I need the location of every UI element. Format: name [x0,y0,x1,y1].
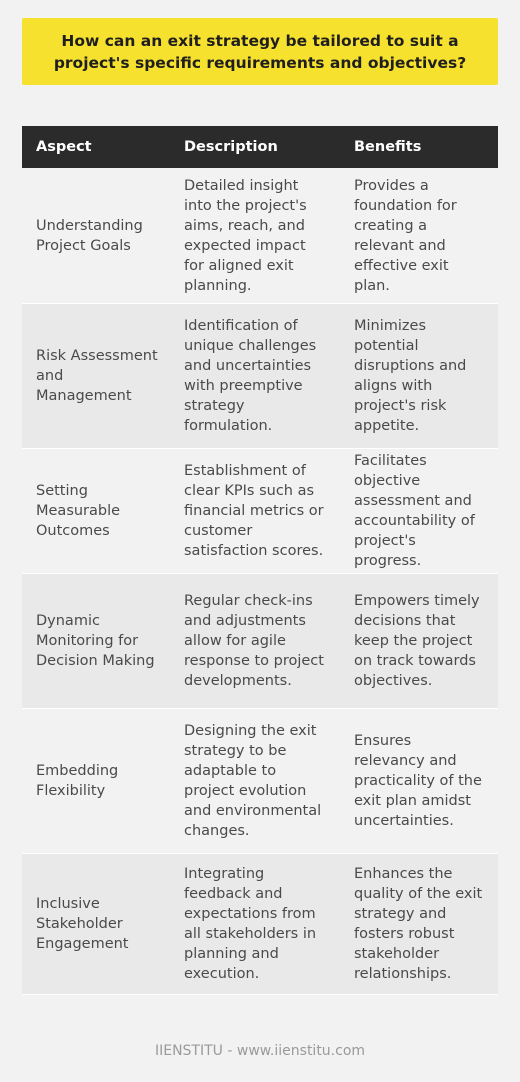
description-cell: Regular check-ins and adjustments allow for agile response to project developments. [170,574,340,709]
table-row [22,449,498,574]
column-header-benefits: Benefits [340,126,498,168]
benefits-cell: Minimizes potential disruptions and aligns with project's risk appetite. [340,304,498,449]
aspect-cell: Dynamic Monitoring for Decision Making [22,574,170,709]
aspect-cell: Setting Measurable Outcomes [22,449,170,574]
table-row [22,168,498,304]
table-row [22,574,498,709]
page-title: How can an exit strategy be tailored to suit a project's specific requirements and objectives? [22,18,498,85]
exit-strategy-table [22,126,498,995]
aspect-cell: Risk Assessment and Management [22,304,170,449]
benefits-cell: Enhances the quality of the exit strategy and fosters robust stakeholder relationships. [340,854,498,995]
table-row [22,854,498,995]
table-row [22,304,498,449]
benefits-cell: Provides a foundation for creating a relevant and effective exit plan. [340,168,498,304]
benefits-cell: Ensures relevancy and practicality of the exit plan amidst uncertainties. [340,709,498,854]
description-cell: Identification of unique challenges and uncertainties with preemptive strategy formulation. [170,304,340,449]
aspect-cell: Understanding Project Goals [22,168,170,304]
column-header-description: Description [170,126,340,168]
description-cell: Designing the exit strategy to be adaptable to project evolution and environmental changes. [170,709,340,854]
column-header-aspect: Aspect [22,126,170,168]
benefits-cell: Facilitates objective assessment and accountability of project's progress. [340,449,498,574]
table-row [22,709,498,854]
aspect-cell: Inclusive Stakeholder Engagement [22,854,170,995]
table-header-row [22,126,498,168]
footer-credit: IIENSTITU - www.iienstitu.com [154,1043,366,1059]
benefits-cell: Empowers timely decisions that keep the project on track towards objectives. [340,574,498,709]
aspect-cell: Embedding Flexibility [22,709,170,854]
description-cell: Establishment of clear KPIs such as financial metrics or customer satisfaction scores. [170,449,340,574]
description-cell: Integrating feedback and expectations from all stakeholders in planning and execution. [170,854,340,995]
description-cell: Detailed insight into the project's aims, reach, and expected impact for aligned exit planning. [170,168,340,304]
